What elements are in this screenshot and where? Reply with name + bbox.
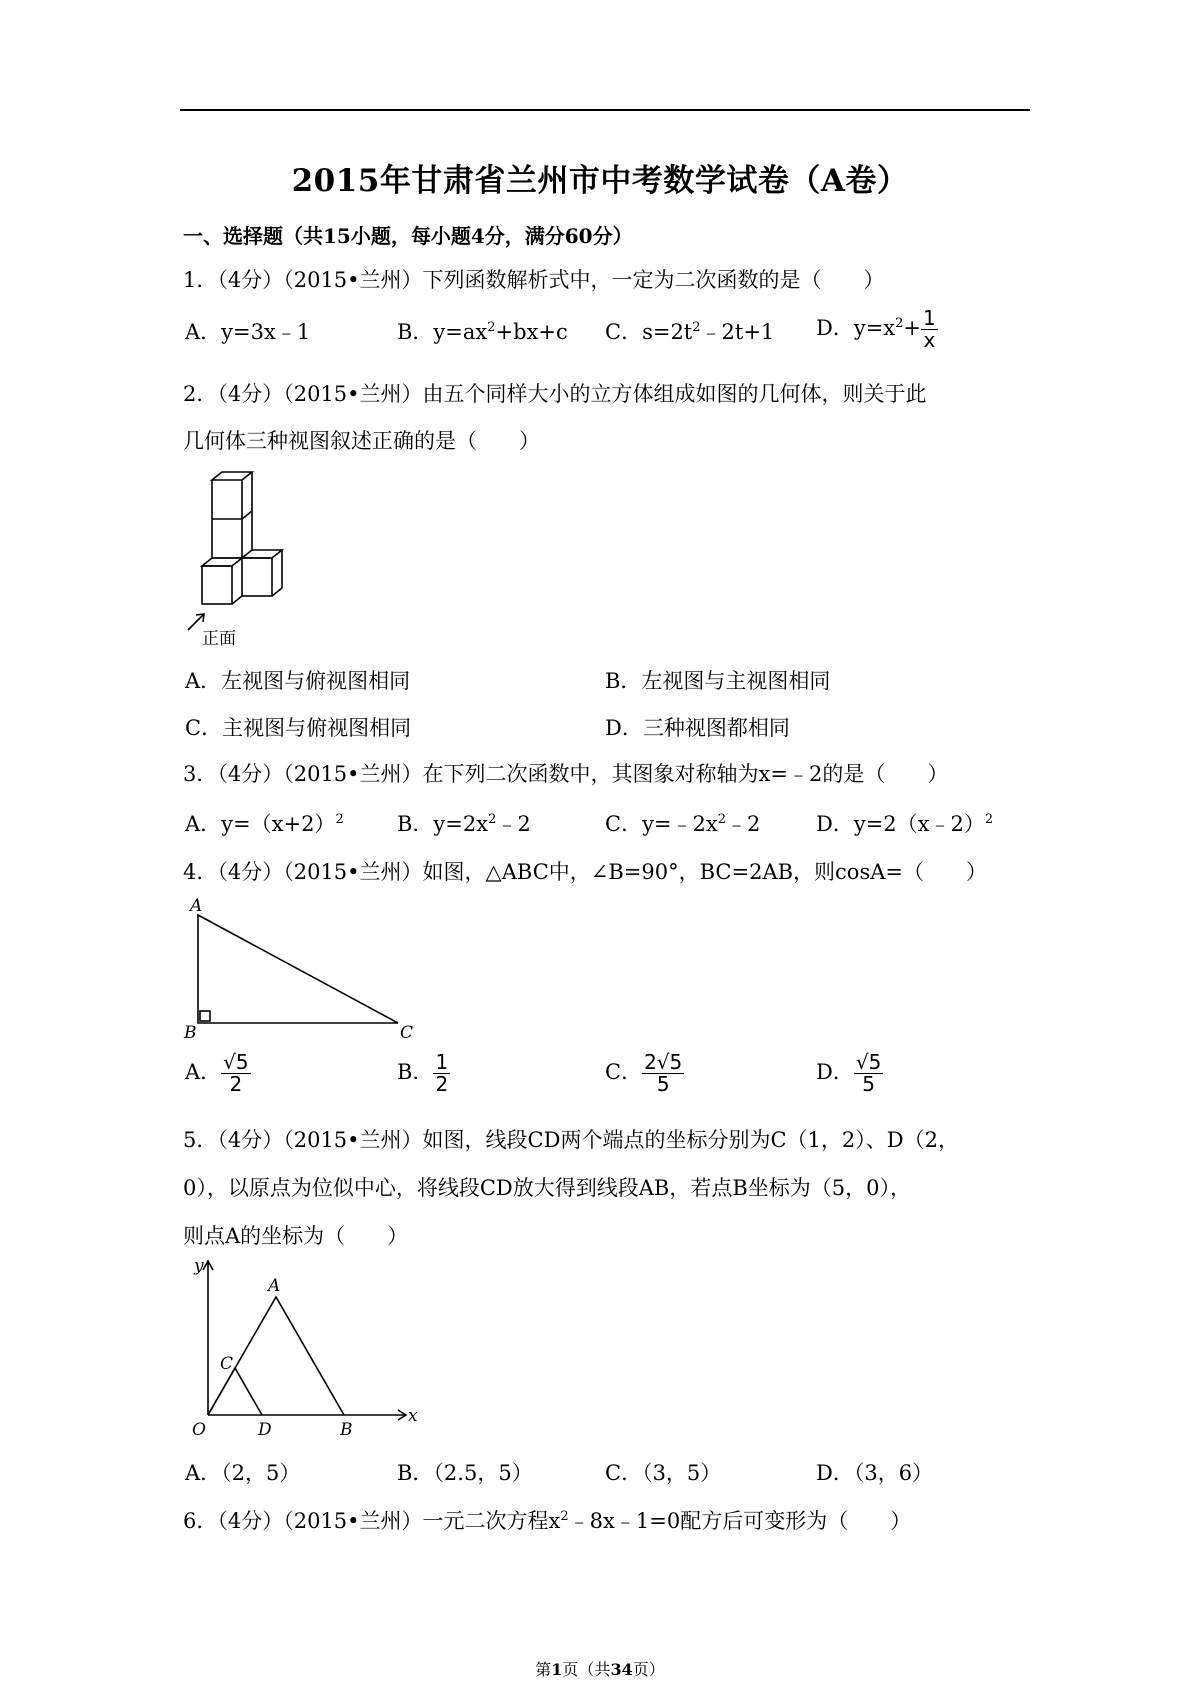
q1-option-a: A．y=3x﹣1	[185, 320, 311, 344]
q3-option-c: C．$y=﹣2x^2﹣2$	[605, 812, 761, 836]
q4-triangle-figure	[180, 895, 430, 1043]
triangle-abc	[198, 915, 398, 1023]
q5-option-c: C．（3，5）	[605, 1461, 722, 1485]
q4-option-a: A． $\frac{√5}{2}$	[185, 1050, 249, 1096]
q2-cube-figure	[180, 470, 310, 650]
question-3-stem: 3．（4分）（2015•兰州）在下列二次函数中，其图象对称轴为x=﹣2的是（ ）	[183, 762, 949, 786]
q5-coordinate-figure	[180, 1255, 440, 1440]
q1-d-fraction: $\frac{1}{x}$	[923, 306, 936, 352]
q5-option-b: B．（2.5，5）	[397, 1461, 533, 1485]
q4-option-d: D． $\frac{√5}{5}$	[816, 1050, 882, 1096]
question-2-stem-line2: 几何体三种视图叙述正确的是（ ）	[183, 429, 540, 453]
question-5-stem-line3: 则点A的坐标为（ ）	[183, 1224, 409, 1248]
label-c: C	[400, 1023, 414, 1043]
question-2-stem-line1: 2．（4分）（2015•兰州）由五个同样大小的立方体组成如图的几何体，则关于此	[183, 382, 927, 406]
question-6-stem: 6．（4分）（2015•兰州）一元二次方程$x^2﹣8x﹣1=0$配方后可变形为（ ）	[183, 1509, 912, 1533]
q2-option-c: C．主视图与俯视图相同	[185, 716, 412, 740]
page-footer: 第1页（共34页）	[535, 1660, 665, 1679]
q5-option-a: A．（2，5）	[185, 1461, 301, 1485]
q1-option-b: B．$y=ax^2+bx+c$	[397, 320, 568, 344]
segment-ocd	[208, 1368, 262, 1415]
q2-option-a: A．左视图与俯视图相同	[185, 669, 411, 693]
q3-option-b: B．$y=2x^2﹣2$	[397, 812, 531, 836]
label-d: D	[258, 1420, 272, 1440]
section-heading: 一、选择题（共15小题，每小题4分，满分60分）	[183, 224, 633, 248]
question-4-stem: 4．（4分）（2015•兰州）如图，△ABC中，∠B=90°，BC=2AB，则cosA=（ ）	[183, 860, 987, 884]
label-a: A	[190, 896, 203, 916]
label-a: A	[268, 1276, 281, 1296]
q4-option-c: C． $\frac{2√5}{5}$	[605, 1050, 683, 1096]
q1-option-c: C．$s=2t^2﹣2t+1$	[605, 320, 775, 344]
question-5-stem-line2: 0），以原点为位似中心，将线段CD放大得到线段AB，若点B坐标为（5，0），	[183, 1176, 912, 1200]
q2-option-b: B．左视图与主视图相同	[605, 669, 831, 693]
label-x: x	[408, 1406, 418, 1426]
label-y: y	[194, 1256, 204, 1276]
q2-option-d: D．三种视图都相同	[605, 716, 790, 740]
label-o: O	[192, 1420, 206, 1440]
q2-front-label: 正面	[202, 629, 236, 649]
question-1-stem: 1．（4分）（2015•兰州）下列函数解析式中，一定为二次函数的是（ ）	[183, 268, 885, 292]
label-b: B	[184, 1023, 197, 1043]
label-c: C	[220, 1354, 234, 1374]
q5-option-d: D．（3，6）	[816, 1461, 934, 1485]
q3-option-a: A．$y=(x+2)^2$	[185, 812, 344, 836]
header-rule	[180, 109, 1030, 111]
page-title: 2015年甘肃省兰州市中考数学试卷（A卷）	[291, 163, 909, 199]
question-5-stem-line1: 5．（4分）（2015•兰州）如图，线段CD两个端点的坐标分别为C（1，2）、D（2，	[183, 1128, 959, 1152]
q3-option-d: D．y=2（x﹣2）$^2$	[816, 812, 994, 836]
right-angle-mark	[200, 1011, 210, 1021]
label-b: B	[340, 1420, 353, 1440]
q1-option-d: D．$y=x^2+$ $\frac{1}{x}$	[816, 306, 936, 352]
q4-option-b: B． $\frac{1}{2}$	[397, 1050, 449, 1096]
